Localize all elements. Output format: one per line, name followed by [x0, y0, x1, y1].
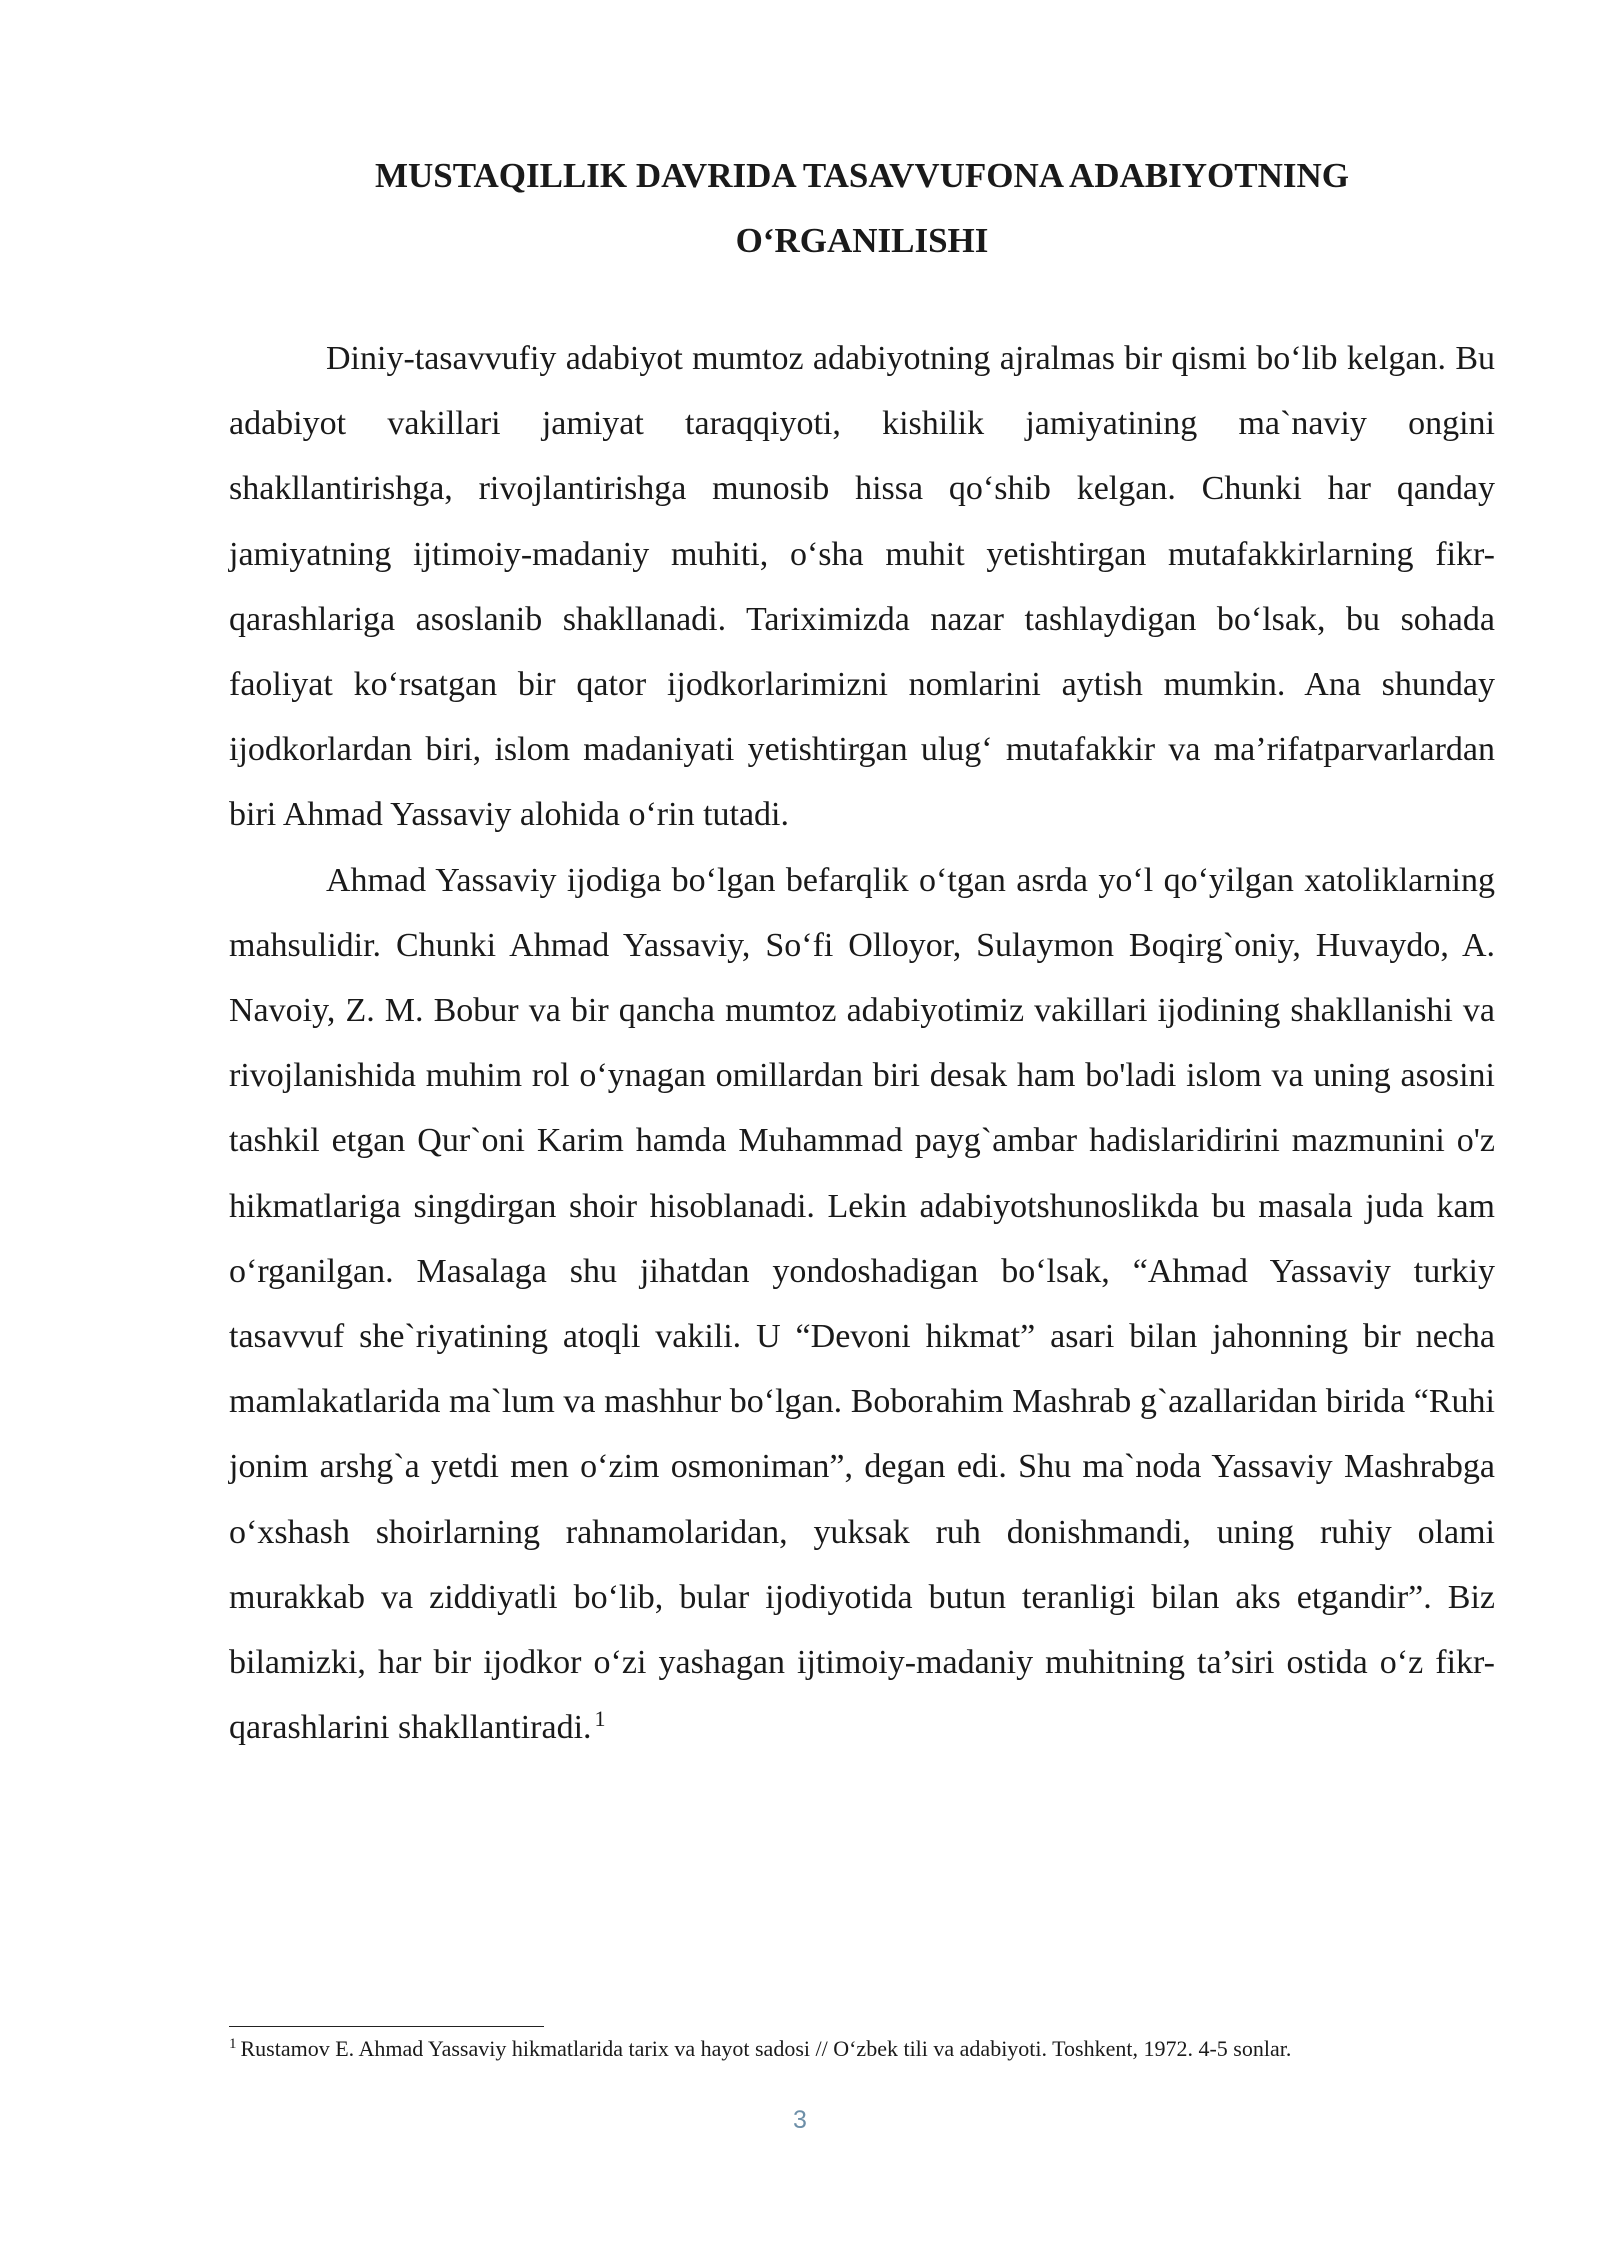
paragraph-1-text: Diniy-tasavvufiy adabiyot mumtoz adabiyotning ajralmas bir qismi bo‘lib kelgan. Bu adabiyot vakillari jamiyat taraqqiyoti, kishilik jamiyatining ma`naviy ongini shakllantirishga, rivojlantirishga munosib hissa qo‘shib kelgan. Chunki har qanday jamiyatning ijtimoiy-madaniy muhiti, o‘sha muhit yetishtirgan mutafakkirlarning fikr-qarashlariga asoslanib shakllanadi. Tariximizda nazar tashlaydigan bo‘lsak, bu sohada faoliyat ko‘rsatgan bir qator ijodkorlarimizni nomlarini aytish mumkin. Ana shunday ijodkorlardan biri, islom madaniyati yetishtirgan ulug‘ mutafakkir va ma’rifatparvarlardan biri Ahmad Yassaviy alohida o‘rin tutadi.	[229, 340, 1495, 834]
paragraph-1	[229, 326, 1495, 848]
body-text	[229, 326, 1495, 1760]
title-line-2: O‘RGANILISHI	[735, 221, 989, 260]
page-number: 3	[793, 2106, 807, 2134]
paragraph-2	[229, 848, 1495, 1761]
page-title	[229, 143, 1495, 273]
footnote-text: Rustamov E. Ahmad Yassaviy hikmatlarida tarix va hayot sadosi // O‘zbek tili va adabiyoti. Toshkent, 1972. 4-5 sonlar.	[240, 2036, 1292, 2061]
footnote-reference[interactable]: 1	[594, 1705, 606, 1731]
paragraph-2-text: Ahmad Yassaviy ijodiga bo‘lgan befarqlik o‘tgan asrda yo‘l qo‘yilgan xatoliklarning mahsulidir. Chunki Ahmad Yassaviy, So‘fi Olloyor, Sulaymon Boqirg`oniy, Huvaydo, A. Navoiy, Z. M. Bobur va bir qancha mumtoz adabiyotimiz vakillari ijodining shakllanishi va rivojlanishida muhim rol o‘ynagan omillardan biri desak ham bo'ladi islom va uning asosini tashkil etgan Qur`oni Karim hamda Muhammad payg`ambar hadislaridirini mazmunini o'z hikmatlariga singdirgan shoir hisoblanadi. Lekin adabiyotshunoslikda bu masala juda kam o‘rganilgan. Masalaga shu jihatdan yondoshadigan bo‘lsak, “Ahmad Yassaviy turkiy tasavvuf she`riyatining atoqli vakili. U “Devoni hikmat” asari bilan jahonning bir necha mamlakatlarida ma`lum va mashhur bo‘lgan. Boborahim Mashrab g`azallaridan birida “Ruhi jonim arshg`a yetdi men o‘zim osmoniman”, degan edi. Shu ma`noda Yassaviy Mashrabga o‘xshash shoirlarning rahnamolaridan, yuksak ruh donishmandi, uning ruhiy olami murakkab va ziddiyatli bo‘lib, bular ijodiyotida butun teranligi bilan aks etgandir”. Biz bilamizki, har bir ijodkor o‘zi yashagan ijtimoiy-madaniy muhitning ta’siri ostida o‘z fikr-qarashlarini shakllantiradi.	[229, 861, 1495, 1747]
footnote	[229, 2034, 1495, 2064]
footnote-divider	[229, 2026, 544, 2027]
footnote-mark: 1	[229, 2035, 237, 2052]
title-line-1: MUSTAQILLIK DAVRIDA TASAVVUFONA ADABIYOTNING	[374, 156, 1350, 195]
